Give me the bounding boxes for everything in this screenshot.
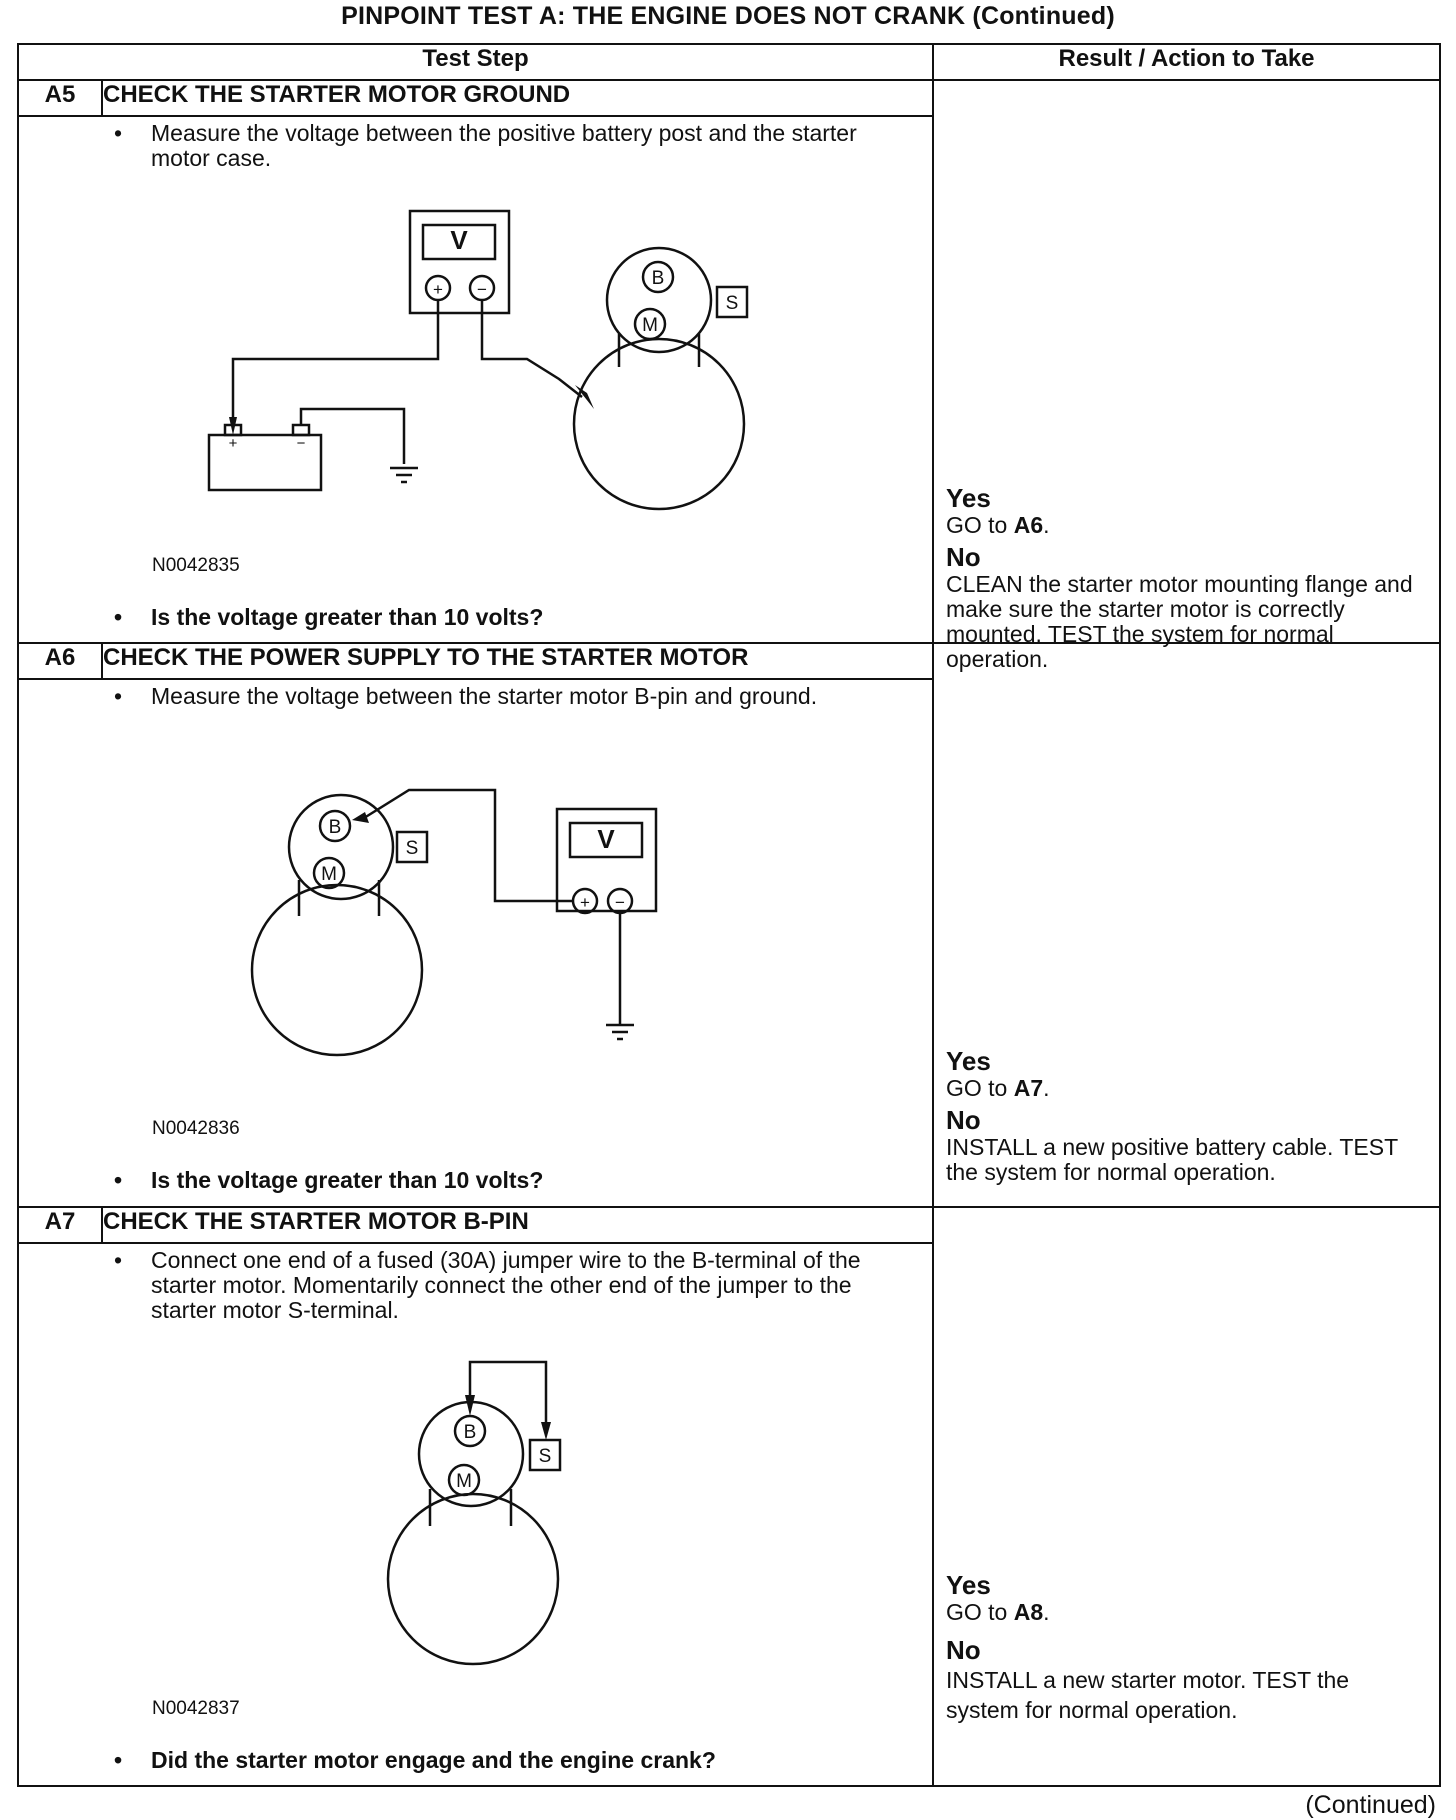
step-id: A6 [18,643,102,679]
instruction-bullet: • Connect one end of a fused (30A) jumper wire to the B-terminal of the starter motor. Momentarily connect the other end of the jumper to the starter motor S-terminal. [114,1246,861,1323]
no-label: No [946,542,981,573]
svg-text:S: S [538,1445,552,1467]
starter-motor-icon [574,339,744,509]
instruction-bullet: • Measure the voltage between the positive battery post and the starter motor case. [114,120,857,172]
question-bullet: • Is the voltage greater than 10 volts? [114,1167,544,1194]
jumper-clip-icon [541,1422,551,1440]
column-header-row [18,44,1440,80]
yes-label: Yes [946,1046,991,1077]
column-header-test-step: Test Step [18,44,933,80]
step-id: A5 [18,80,102,116]
result-cell [933,80,1440,673]
yes-action: GO to A7. [946,1075,1050,1102]
svg-text:S: S [725,293,739,315]
figure-id: N0042835 [152,555,240,577]
result-cell [933,1207,1440,1786]
figure-id: N0042837 [152,1697,240,1719]
question-bullet: • Did the starter motor engage and the engine crank? [114,1746,716,1773]
result-block [946,1570,1427,1725]
svg-text:B: B [328,817,342,839]
svg-text:B: B [651,268,665,290]
step-id: A7 [18,1207,102,1243]
svg-text:M: M [642,315,658,337]
jumper-clip-icon [465,1395,475,1416]
no-action: INSTALL a new positive battery cable. TEST the system for normal operation. [946,1134,1398,1186]
instruction-bullet: • Measure the voltage between the starter motor B-pin and ground. [114,683,818,710]
no-label: No [946,1634,981,1665]
yes-label: Yes [946,1569,991,1600]
page-title: PINPOINT TEST A: THE ENGINE DOES NOT CRANK (Continued) [341,2,1115,30]
step-body [18,1243,933,1786]
step-body [18,116,933,643]
step-header-row [18,80,1440,116]
figure-id: N0042836 [152,1118,240,1140]
result-cell [933,643,1440,1206]
starter-motor-icon [252,885,422,1055]
starter-motor-icon [388,1494,558,1664]
svg-text:B: B [463,1421,477,1443]
svg-text:+: + [580,893,590,913]
svg-text:V: V [450,225,468,256]
no-action: INSTALL a new starter motor. TEST the system for normal operation. [946,1666,1350,1723]
svg-text:M: M [456,1470,472,1492]
svg-text:−: − [296,435,306,453]
step-title: CHECK THE STARTER MOTOR B-PIN [102,1207,933,1243]
svg-text:V: V [597,824,615,855]
step-header-row [18,1207,1440,1243]
pinpoint-table [17,43,1441,1787]
result-block [946,1046,1427,1185]
step-title: CHECK THE POWER SUPPLY TO THE STARTER MOTOR [102,643,933,679]
continued-footer: (Continued) [1305,1791,1436,1819]
yes-action: GO to A6. [946,512,1050,539]
yes-action: GO to A8. [946,1598,1050,1625]
svg-text:−: − [615,893,625,913]
svg-text:+: + [433,280,443,300]
step-body [18,679,933,1206]
svg-text:M: M [321,864,337,886]
yes-label: Yes [946,483,991,514]
svg-text:−: − [477,280,487,300]
step-title: CHECK THE STARTER MOTOR GROUND [102,80,933,116]
step-header-row [18,643,1440,679]
column-header-result: Result / Action to Take [933,44,1440,80]
svg-text:+: + [228,435,238,453]
no-action: CLEAN the starter motor mounting flange and make sure the starter motor is correctly mounted. TEST the system for normal operation. [946,571,1413,673]
question-bullet: • Is the voltage greater than 10 volts? [114,604,544,631]
no-label: No [946,1105,981,1136]
svg-text:S: S [405,838,419,860]
